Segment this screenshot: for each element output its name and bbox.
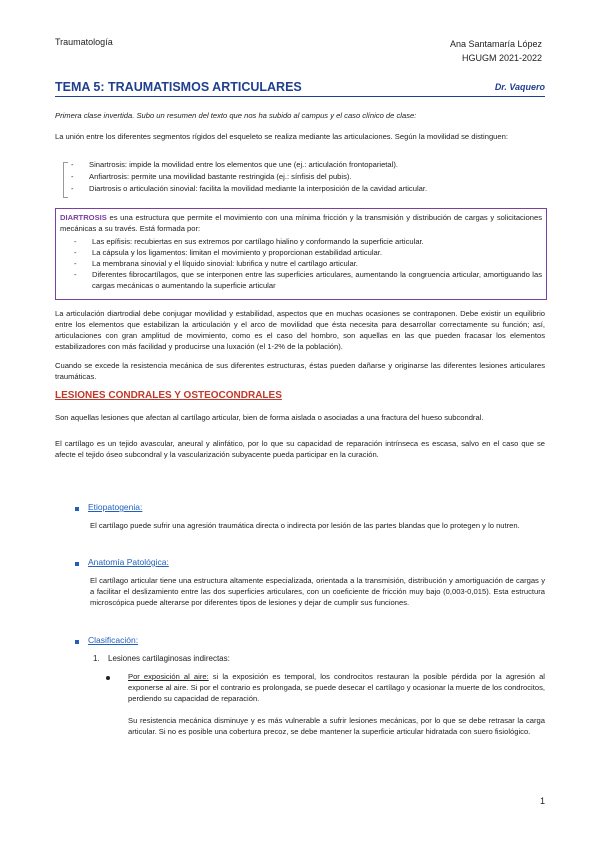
header-author-block bbox=[450, 37, 542, 65]
square-bullet-icon bbox=[75, 507, 79, 511]
list-item: - La cápsula y los ligamentos: limitan el movimiento y proporcionan estabilidad articular. bbox=[66, 247, 542, 258]
section-paragraph-2: El cartílago es un tejido avascular, aneural y alinfático, por lo que su capacidad de reparación intrínseca es escasa, salvo en el caso que se afecte el tejido óseo subcondral y la vascularización subyacente pueda participar en la curación. bbox=[55, 439, 545, 459]
round-bullet-icon bbox=[106, 676, 110, 680]
header-author: Ana Santamaría López bbox=[449, 39, 542, 49]
diartrosis-components-list bbox=[66, 236, 542, 291]
list-number: 1. bbox=[93, 654, 100, 663]
exposicion-paragraph-2: Su resistencia mecánica disminuye y es más vulnerable a sufrir lesiones mecánicas, por lo que se debe retrasar la carga articular. Si no es posible una cobertura precoz, se debe mantener la superficie articular hidratada con suero fisiológico. bbox=[128, 716, 545, 736]
diartrosis-box bbox=[55, 208, 547, 300]
section-title-lesiones: LESIONES CONDRALES Y OSTEOCONDRALES bbox=[55, 390, 282, 401]
page-number: 1 bbox=[539, 796, 545, 806]
title-underline bbox=[55, 96, 545, 97]
subtitle-etiopatogenia: Etiopatogenia: bbox=[88, 502, 143, 512]
exposicion-label: Por exposición al aire: bbox=[128, 672, 209, 681]
header-course: HGUGM 2021-2022 bbox=[461, 53, 542, 63]
subtitle-anatomia: Anatomía Patológica: bbox=[88, 557, 169, 567]
subtitle-clasificacion: Clasificación: bbox=[88, 635, 139, 645]
list-item: - La membrana sinovial y el líquido sinovial: lubrifica y nutre el cartílago articular. bbox=[66, 258, 542, 269]
list-item: - Diartrosis o articulación sinovial: facilita la movilidad mediante la interposición de la cavidad articular. bbox=[63, 183, 545, 195]
title-row bbox=[55, 80, 545, 96]
exposicion-paragraph bbox=[128, 671, 545, 704]
joint-types-list bbox=[63, 159, 545, 195]
box-intro bbox=[60, 212, 542, 234]
intro-italic: Primera clase invertida. Subo un resumen del texto que nos ha subido al campus y el caso clínico de clase: bbox=[55, 111, 417, 120]
stability-paragraph: La articulación diartrodial debe conjugar movilidad y estabilidad, aspectos que en muchas ocasiones se contraponen. Debe existir un equilibrio entre los elementos que estabilizan la articulación y el arco de movilidad que ésta necesita para desarrollar correctamente su función; así, articulaciones con gran amplitud de movimiento, como es el caso del hombro, son aquellas en las que pueden fracasar los elementos estabilizadores con más facilidad y producirse una luxación (el 1-2% de la población). bbox=[55, 309, 545, 351]
diartrosis-keyword: DIARTROSIS bbox=[60, 213, 107, 222]
square-bullet-icon bbox=[75, 562, 79, 566]
clasificacion-item: Lesiones cartilaginosas indirectas: bbox=[108, 654, 230, 663]
list-item: - Diferentes fibrocartílagos, que se interponen entre las superficies articulares, aumentando la congruencia articular, amortiguando las cargas mecánicas o aumentando la superficie articular bbox=[66, 269, 542, 291]
section-paragraph-1: Son aquellas lesiones que afectan al cartílago articular, bien de forma aislada o asociadas a una fractura del hueso subcondral. bbox=[55, 413, 484, 422]
etiopatogenia-text: El cartílago puede sufrir una agresión traumática directa o indirecta por lesión de las partes blandas que lo protegen y lo nutren. bbox=[90, 521, 520, 530]
header-subject: Traumatología bbox=[55, 37, 113, 47]
lecturer-name: Dr. Vaquero bbox=[494, 82, 545, 92]
square-bullet-icon bbox=[75, 640, 79, 644]
box-intro-text: es una estructura que permite el movimiento con una mínima fricción y la transmisión y distribución de cargas y solicitaciones mecánicas a su través. Está formada por: bbox=[60, 213, 542, 233]
anatomia-text: El cartílago articular tiene una estructura altamente especializada, orientada a la transmisión, distribución y amortiguación de cargas y a facilitar el deslizamiento entre las dos superficies articulares, con un coeficiente de fricción muy bajo (0,003-0,015). Esta estructura microscópica puede alterarse por diferentes tipos de lesiones y dejar de cumplir sus funciones. bbox=[90, 576, 545, 607]
intro-paragraph: La unión entre los diferentes segmentos rígidos del esqueleto se realiza mediante las articulaciones. Según la movilidad se distinguen: bbox=[55, 132, 508, 141]
exposicion-text: si la exposición es temporal, los condrocitos restauran la posible pérdida por la agresión al exponerse al aire. Si por el contrario es prolongada, se puede desecar el cartílago y ocasionar la muerte de los condrocitos, perdiendo su capacidad de reparación. bbox=[128, 672, 545, 703]
resistance-paragraph: Cuando se excede la resistencia mecánica de sus diferentes estructuras, éstas pueden dañarse y originarse las diferentes lesiones articulares traumáticas. bbox=[55, 361, 545, 381]
list-item: - Anfiartrosis: permite una movilidad bastante restringida (ej.: sínfisis del pubis). bbox=[63, 171, 545, 183]
page-title: TEMA 5: TRAUMATISMOS ARTICULARES bbox=[55, 80, 302, 94]
list-item: - Las epífisis: recubiertas en sus extremos por cartílago hialino y conformando la superficie articular. bbox=[66, 236, 542, 247]
list-item: - Sinartrosis: impide la movilidad entre los elementos que une (ej.: articulación frontoparietal). bbox=[63, 159, 545, 171]
